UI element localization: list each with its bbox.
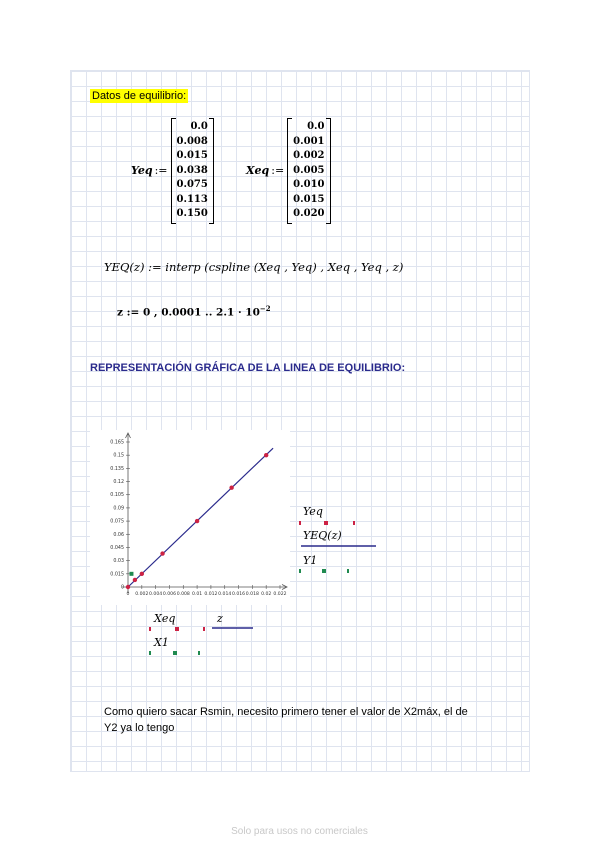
data-point-y1 <box>129 572 133 576</box>
y-tick-label: 0.12 <box>113 480 124 486</box>
x-tick-label: 0 <box>126 592 130 597</box>
xeq-matrix <box>287 118 330 224</box>
yeq-matrix-entry: 0.008 <box>176 135 208 147</box>
legend-yeqz-line <box>298 544 378 548</box>
xeq-matrix-entry: 0.001 <box>293 135 325 147</box>
x-tick-label: 0.02 <box>261 592 272 597</box>
y-tick-label: 0.015 <box>110 572 124 578</box>
x-legend <box>148 612 268 657</box>
yeq-matrix-entry: 0.075 <box>176 179 208 190</box>
assign-operator: := <box>271 164 285 178</box>
y-tick-label: 0.15 <box>113 453 124 459</box>
legend-yeqz-label: YEQ(z) <box>303 529 342 542</box>
y-tick-label: 0.165 <box>110 440 124 446</box>
assign-operator: := <box>154 164 168 178</box>
legend-yeq-marker <box>298 519 358 527</box>
xeq-matrix-entry: 0.002 <box>293 150 325 161</box>
xeq-matrix-entry: 0.020 <box>293 208 325 219</box>
x-tick-label: 0.018 <box>245 592 259 597</box>
legend-xeq-marker <box>148 625 208 633</box>
x-tick-label: 0.004 <box>149 592 163 597</box>
x-tick-label: 0.012 <box>204 592 218 597</box>
watermark: Solo para usos no comerciales <box>231 826 368 837</box>
legend-yeq-label: Yeq <box>303 505 323 518</box>
xeq-matrix-entry: 0.015 <box>293 193 325 205</box>
x-tick-label: 0.014 <box>218 592 232 597</box>
x-tick-label: 0.022 <box>273 592 287 597</box>
yeq-matrix-entry: 0.015 <box>176 150 208 161</box>
yeq-matrix <box>171 118 214 224</box>
y-tick-label: 0.105 <box>110 493 124 499</box>
data-point-yeq <box>160 551 164 555</box>
yeq-matrix-entry: 0.0 <box>190 121 208 132</box>
x-tick-label: 0.008 <box>176 592 190 597</box>
y-tick-label: 0.03 <box>113 559 124 565</box>
x-tick-label: 0.006 <box>162 592 177 597</box>
z-range-definition[interactable] <box>117 304 271 319</box>
data-point-yeq <box>229 485 233 489</box>
yeq-definition[interactable] <box>131 118 214 224</box>
xeq-matrix-entry: 0.0 <box>307 121 325 132</box>
z-range-text: z := 0 , 0.0001 .. 2.1 · 10 <box>117 306 260 319</box>
yeq-matrix-entry: 0.150 <box>176 208 208 219</box>
y-tick-label: 0.045 <box>110 545 124 551</box>
legend-x1-marker <box>148 649 208 657</box>
legend-z-line <box>210 626 255 630</box>
equilibrium-chart[interactable] <box>90 430 290 605</box>
data-point-yeq <box>140 572 144 576</box>
y-tick-label: 0.135 <box>110 466 124 472</box>
y-tick-label: 0.06 <box>113 532 124 538</box>
xeq-label: Xeq <box>246 164 270 178</box>
x-tick-label: 0.01 <box>191 592 203 597</box>
y-tick-label: 0.075 <box>110 519 124 525</box>
legend-z-label: z <box>217 612 223 625</box>
legend-y1-label: Y1 <box>303 554 318 567</box>
data-point-yeq <box>195 519 199 523</box>
comment-text[interactable]: Como quiero sacar Rsmin, necesito primero tener el valor de X2máx, el de Y2 ya lo tengo <box>104 706 468 734</box>
xeq-matrix-entry: 0.005 <box>293 164 325 176</box>
yeq-matrix-entry: 0.038 <box>176 164 208 176</box>
section-heading: REPRESENTACIÓN GRÁFICA DE LA LINEA DE EQUILIBRIO: <box>90 362 406 374</box>
yeq-function-definition[interactable]: YEQ(z) := interp (cspline (Xeq , Yeq) , Xeq , Yeq , z) <box>104 260 404 274</box>
legend-y1-marker <box>298 567 358 575</box>
section-title: Datos de equilibrio: <box>92 90 187 102</box>
data-point-yeq <box>133 578 137 582</box>
data-point-yeq <box>264 453 268 457</box>
xeq-matrix-entry: 0.010 <box>293 179 325 190</box>
x-tick-label: 0.002 <box>135 592 149 597</box>
yeq-label: Yeq <box>131 164 153 178</box>
legend-x1-label: X1 <box>154 636 169 649</box>
xeq-definition[interactable] <box>246 118 331 224</box>
yeq-matrix-entry: 0.113 <box>176 193 208 205</box>
data-point-yeq <box>126 585 130 589</box>
z-range-exponent: −2 <box>259 304 271 313</box>
y-legend <box>298 505 378 575</box>
legend-xeq-label: Xeq <box>154 612 176 625</box>
y-tick-label: 0 <box>120 585 124 591</box>
y-tick-label: 0.09 <box>113 506 124 512</box>
x-tick-label: 0.016 <box>231 592 246 597</box>
